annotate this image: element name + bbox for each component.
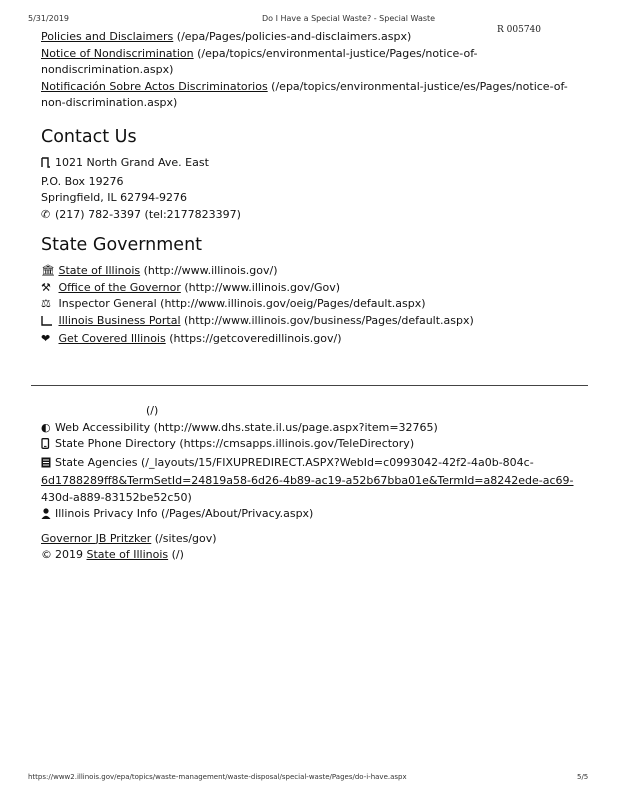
contact-heading: Contact Us bbox=[41, 127, 137, 147]
phone-number[interactable]: (217) 782-3397 bbox=[55, 207, 142, 221]
policies-link[interactable]: Policies and Disclaimers bbox=[41, 30, 174, 43]
contact-block bbox=[41, 155, 591, 223]
nondiscrimination-line bbox=[41, 46, 591, 63]
state-government-heading: State Government bbox=[41, 235, 203, 255]
user-icon bbox=[41, 508, 55, 525]
web-accessibility-line bbox=[41, 420, 591, 437]
state-agencies-label[interactable]: State Agencies bbox=[55, 455, 138, 469]
notificacion-url-2: non-discrimination.aspx) bbox=[41, 96, 178, 109]
governor-url: (/sites/gov) bbox=[151, 531, 217, 545]
contrast-icon: ◐ bbox=[41, 420, 51, 434]
site-footer bbox=[41, 403, 591, 564]
state-agencies-line bbox=[41, 455, 591, 474]
state-of-illinois-link[interactable]: State of Illinois bbox=[58, 264, 141, 277]
notificacion-url-1: (/epa/topics/environmental-justice/es/Pages/notice-of- bbox=[267, 79, 568, 93]
governor-line bbox=[41, 531, 591, 548]
gavel-icon: ⚒ bbox=[41, 280, 51, 294]
sg-item-state-of-illinois bbox=[41, 263, 591, 280]
address-line-2: P.O. Box 19276 bbox=[41, 174, 124, 188]
web-accessibility-url: (http://www.dhs.state.il.us/page.aspx?item=32765) bbox=[150, 420, 438, 434]
inspector-general-url: (http://www.illinois.gov/oeig/Pages/default.aspx) bbox=[156, 297, 426, 310]
office-governor-url: (http://www.illinois.gov/Gov) bbox=[180, 280, 340, 294]
governor-link[interactable]: Governor JB Pritzker bbox=[41, 531, 152, 545]
capitol-icon: 🏛 bbox=[41, 264, 55, 277]
bates-number: R 005740 bbox=[497, 25, 541, 35]
state-government-list bbox=[41, 263, 591, 348]
phone-directory-label[interactable]: State Phone Directory bbox=[55, 437, 176, 450]
privacy-line bbox=[41, 506, 591, 525]
policies-line bbox=[41, 29, 591, 46]
privacy-url: (/Pages/About/Privacy.aspx) bbox=[157, 507, 314, 520]
policies-url: (/epa/Pages/policies-and-disclaimers.aspx) bbox=[173, 30, 412, 43]
notificacion-link[interactable]: Notificación Sobre Actos Discriminatorios bbox=[41, 79, 268, 93]
print-page-number: 5/5 bbox=[577, 773, 589, 781]
nondiscrimination-url-2: nondiscrimination.aspx) bbox=[41, 63, 174, 76]
footer-divider bbox=[31, 385, 588, 386]
state-of-illinois-url: (http://www.illinois.gov/) bbox=[140, 264, 278, 277]
get-covered-url: (https://getcoveredillinois.gov/) bbox=[165, 332, 342, 345]
address-line-1-text: 1021 North Grand Ave. East bbox=[55, 156, 209, 169]
top-links bbox=[41, 29, 591, 112]
phone-line bbox=[41, 207, 591, 224]
privacy-label[interactable]: Illinois Privacy Info bbox=[55, 507, 158, 520]
office-governor-link[interactable]: Office of the Governor bbox=[58, 280, 181, 294]
home-url[interactable]: (/) bbox=[146, 404, 159, 417]
print-page-title: Do I Have a Special Waste? - Special Waste bbox=[262, 14, 436, 23]
heart-pulse-icon: ❤ bbox=[41, 332, 51, 345]
copyright-line bbox=[41, 547, 591, 564]
copyright-url: (/) bbox=[168, 548, 184, 561]
nondiscrimination-url-1: (/epa/topics/environmental-justice/Pages/notice-of- bbox=[193, 46, 478, 60]
copyright-state-link[interactable]: State of Illinois bbox=[86, 548, 169, 561]
building-icon bbox=[41, 157, 55, 174]
copyright-icon: © bbox=[41, 548, 52, 561]
sg-item-inspector-general bbox=[41, 296, 591, 313]
print-url: https://www2.illinois.gov/epa/topics/waste-management/waste-disposal/special-waste/Pages/do-i-have.aspx bbox=[28, 773, 407, 781]
state-agencies-url-3: 430d-a889-83152be52c50) bbox=[41, 490, 192, 504]
sg-item-get-covered bbox=[41, 331, 591, 348]
list-icon bbox=[41, 457, 55, 474]
sg-item-governor bbox=[41, 280, 591, 297]
copyright-year: 2019 bbox=[55, 548, 83, 561]
building-icon bbox=[41, 315, 55, 332]
sg-item-business-portal bbox=[41, 313, 591, 332]
address-line-3: Springfield, IL 62794-9276 bbox=[41, 191, 188, 204]
mobile-phone-icon bbox=[41, 438, 55, 455]
phone-icon: ✆ bbox=[41, 207, 51, 221]
state-agencies-url-2: 6d1788289ff8&TermSetId=24819a58-6d26-4b89-ac19-a52b67bba01e&TermId=a8242ede-ac69- bbox=[41, 474, 574, 487]
address-line-1 bbox=[41, 155, 591, 174]
print-date: 5/31/2019 bbox=[28, 14, 70, 23]
phone-directory-url: (https://cmsapps.illinois.gov/TeleDirectory) bbox=[175, 437, 415, 450]
phone-directory-line bbox=[41, 436, 591, 455]
scales-icon: ⚖ bbox=[41, 297, 51, 310]
state-agencies-url-1: (/_layouts/15/FIXUPREDIRECT.ASPX?WebId=c0993042-42f2-4a0b-804c- bbox=[137, 455, 534, 469]
business-portal-link[interactable]: Illinois Business Portal bbox=[58, 313, 181, 327]
notificacion-line bbox=[41, 79, 591, 96]
web-accessibility-label[interactable]: Web Accessibility bbox=[55, 420, 151, 434]
nondiscrimination-link[interactable]: Notice of Nondiscrimination bbox=[41, 46, 194, 60]
phone-url: (tel:2177823397) bbox=[141, 207, 241, 221]
inspector-general-label[interactable]: Inspector General bbox=[58, 297, 157, 310]
get-covered-link[interactable]: Get Covered Illinois bbox=[58, 332, 166, 345]
business-portal-url: (http://www.illinois.gov/business/Pages/default.aspx) bbox=[180, 313, 474, 327]
